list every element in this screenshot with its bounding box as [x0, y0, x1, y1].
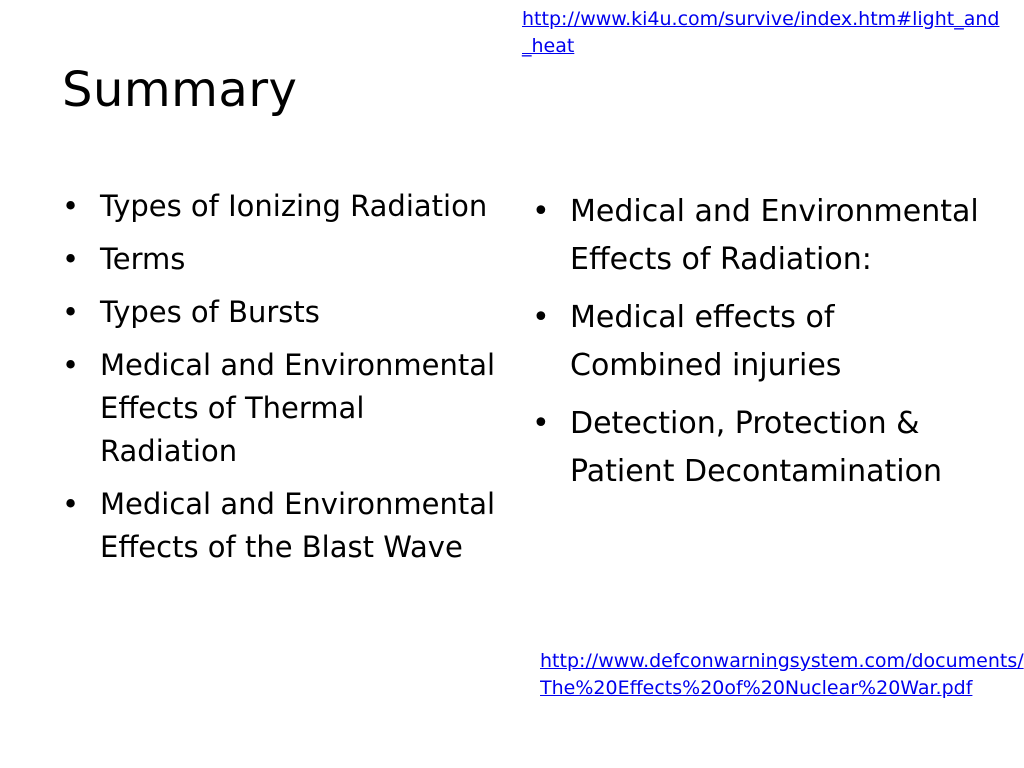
bullet-icon: • [62, 189, 80, 223]
bullet-icon: • [62, 295, 80, 329]
bullet-icon: • [532, 194, 550, 229]
source-link-top[interactable]: http://www.ki4u.com/survive/index.htm#light_and_heat [522, 8, 1000, 57]
bullet-text: Medical effects of Combined injuries [570, 300, 842, 383]
bullet-icon: • [532, 300, 550, 335]
bullet-icon: • [62, 242, 80, 276]
list-item [62, 185, 502, 228]
list-item [62, 483, 502, 569]
list-item [532, 188, 992, 284]
slide-title: Summary [62, 62, 298, 118]
bullet-icon: • [532, 406, 550, 441]
list-item [62, 291, 502, 334]
bullet-icon: • [62, 348, 80, 382]
right-bullet-list [532, 188, 992, 506]
bullet-text: Terms [100, 242, 186, 276]
bullet-text: Types of Bursts [100, 295, 320, 329]
bullet-text: Medical and Environmental Effects of the Blast Wave [100, 487, 496, 564]
bullet-text: Medical and Environmental Effects of Radiation: [570, 194, 979, 277]
bullet-text: Medical and Environmental Effects of Thermal Radiation [100, 348, 496, 468]
source-link-bottom[interactable]: http://www.defconwarningsystem.com/documents/The%20Effects%20of%20Nuclear%20War.pdf [540, 650, 1024, 699]
bullet-text: Types of Ionizing Radiation [100, 189, 488, 223]
list-item [532, 400, 992, 496]
bullet-icon: • [62, 487, 80, 521]
list-item [62, 238, 502, 281]
left-bullet-list [62, 185, 502, 579]
list-item [62, 344, 502, 473]
list-item [532, 294, 992, 390]
bullet-text: Detection, Protection & Patient Decontamination [570, 406, 942, 489]
